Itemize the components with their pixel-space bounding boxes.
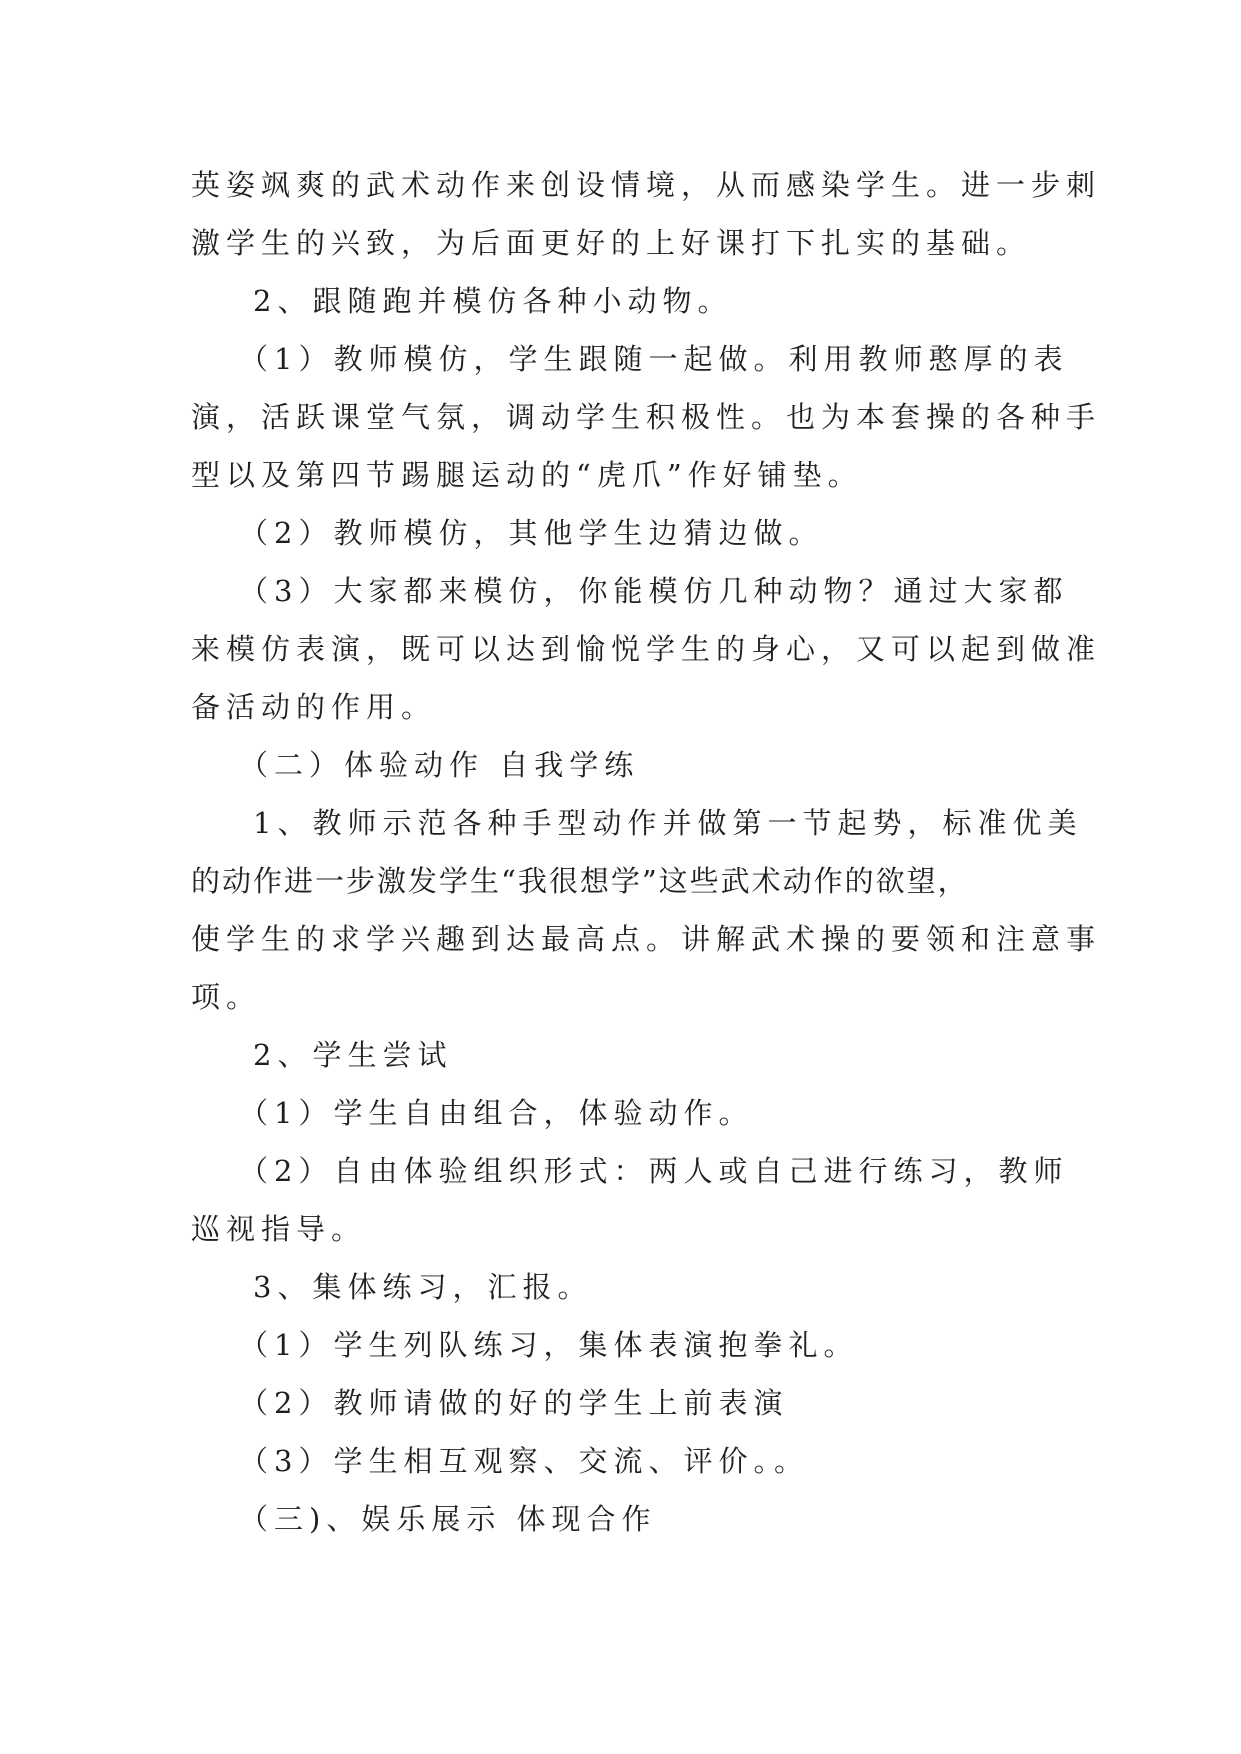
section-item-heading: 2、学生尝试 — [253, 1038, 453, 1072]
paragraph-line: 项。 — [191, 980, 262, 1014]
paragraph-line: 备活动的作用。 — [191, 690, 437, 724]
paragraph-line: 英姿飒爽的武术动作来创设情境，从而感染学生。进一步刺 — [191, 168, 1102, 202]
paragraph-line: 巡视指导。 — [191, 1212, 367, 1246]
section-heading: （二）体验动作 自我学练 — [239, 748, 640, 782]
paragraph-line: 1、教师示范各种手型动作并做第一节起势，标准优美 — [253, 806, 1083, 840]
paragraph-line: （2）教师模仿，其他学生边猜边做。 — [239, 516, 824, 550]
paragraph-line: 的动作进一步激发学生“我很想学”这些武术动作的欲望， — [191, 864, 969, 898]
paragraph-line: （1）学生自由组合，体验动作。 — [239, 1096, 754, 1130]
section-item-heading: 3、集体练习，汇报。 — [253, 1270, 593, 1304]
paragraph-line: （3）学生相互观察、交流、评价。。 — [239, 1444, 809, 1478]
section-heading: （三)、娱乐展示 体现合作 — [239, 1502, 657, 1536]
paragraph-line: 型以及第四节踢腿运动的“虎爪”作好铺垫。 — [191, 458, 863, 492]
document-body — [191, 156, 1102, 1548]
paragraph-line: （1）教师模仿，学生跟随一起做。利用教师憨厚的表 — [239, 342, 1069, 376]
paragraph-line: 来模仿表演，既可以达到愉悦学生的身心，又可以起到做准 — [191, 632, 1102, 666]
paragraph-line: （1）学生列队练习，集体表演抱拳礼。 — [239, 1328, 859, 1362]
paragraph-line: （2）自由体验组织形式：两人或自己进行练习，教师 — [239, 1154, 1069, 1188]
paragraph-line: （3）大家都来模仿，你能模仿几种动物？通过大家都 — [239, 574, 1069, 608]
paragraph-line: 演，活跃课堂气氛，调动学生积极性。也为本套操的各种手 — [191, 400, 1102, 434]
paragraph-line: 激学生的兴致，为后面更好的上好课打下扎实的基础。 — [191, 226, 1032, 260]
paragraph-line: 使学生的求学兴趣到达最高点。讲解武术操的要领和注意事 — [191, 922, 1102, 956]
section-item-heading: 2、跟随跑并模仿各种小动物。 — [253, 284, 733, 318]
paragraph-line: （2）教师请做的好的学生上前表演 — [239, 1386, 789, 1420]
